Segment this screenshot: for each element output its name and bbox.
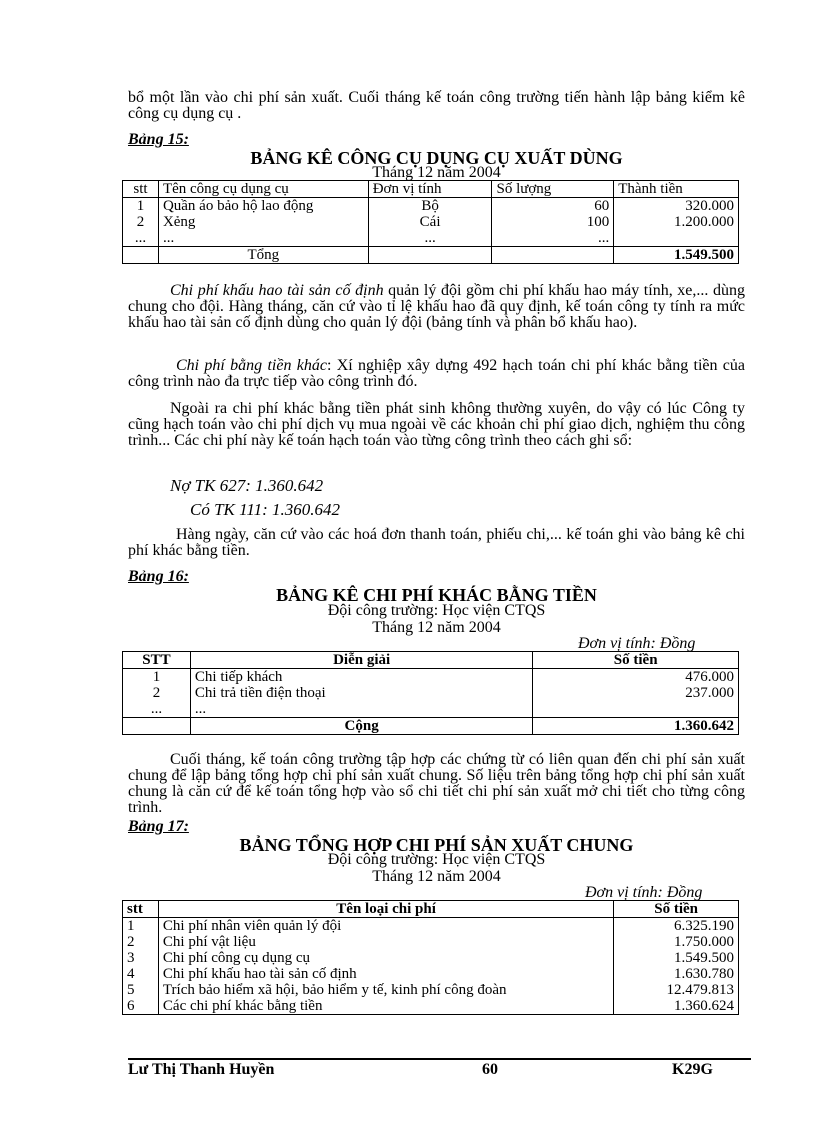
table16-header: Diễn giải bbox=[190, 652, 532, 669]
table16-header: Số tiền bbox=[533, 652, 739, 669]
table-cell: 1.200.000 bbox=[614, 214, 739, 230]
table15-total-row bbox=[123, 247, 739, 264]
table-cell: Chi phí vật liệu bbox=[158, 934, 613, 950]
footer-author: Lư Thị Thanh Huyền bbox=[128, 1061, 275, 1078]
table-cell: Trích bảo hiểm xã hội, bảo hiểm y tế, kinh phí công đoàn bbox=[158, 982, 613, 998]
table-cell: Chi phí công cụ dụng cụ bbox=[158, 950, 613, 966]
table-row bbox=[123, 198, 739, 215]
table-cell: Xẻng bbox=[158, 214, 368, 230]
table-row bbox=[123, 230, 739, 247]
table15-header: stt bbox=[123, 181, 159, 198]
table-row bbox=[123, 918, 739, 935]
table15-total-label: Tổng bbox=[158, 247, 368, 264]
table-cell: Chi trả tiền điện thoại bbox=[190, 685, 532, 701]
table17 bbox=[122, 900, 739, 1015]
table15 bbox=[122, 180, 739, 264]
table-cell: 1.549.500 bbox=[614, 950, 739, 966]
table-cell: Cái bbox=[368, 214, 492, 230]
paragraph-text: quản lý đội gồm chi phí khấu hao máy tính, xe,... dùng chung cho đội. Hàng tháng, căn cứ vào tỉ lệ khấu hao đã quy định, kế toán công ty tính ra mức khấu hao tài sản cố định dùng cho quản lý đội (bảng tính và phân bổ khấu hao). bbox=[128, 282, 746, 331]
table-cell: 1.630.780 bbox=[614, 966, 739, 982]
table15-header: Thành tiền bbox=[614, 181, 739, 198]
table-cell: ... bbox=[492, 230, 614, 247]
table-cell: 1 bbox=[123, 669, 191, 686]
footer-rule bbox=[128, 1058, 751, 1060]
table17-header: stt bbox=[123, 901, 159, 918]
table-cell: 60 bbox=[492, 198, 614, 215]
table-row bbox=[123, 685, 739, 701]
table-cell: ... bbox=[123, 701, 191, 718]
table15-header: Đơn vị tính bbox=[368, 181, 492, 198]
table-row bbox=[123, 934, 739, 950]
paragraph-other-costs bbox=[128, 358, 745, 390]
table-cell: ... bbox=[123, 230, 159, 247]
table-cell: Chi phí khấu hao tài sản cố định bbox=[158, 966, 613, 982]
table-cell: 100 bbox=[492, 214, 614, 230]
table-cell: 1 bbox=[123, 198, 159, 215]
footer-page-number: 60 bbox=[482, 1061, 498, 1078]
table16-unit: Đơn vị tính: Đồng bbox=[578, 635, 696, 652]
table16-total-row bbox=[123, 718, 739, 735]
table15-header-row bbox=[123, 181, 739, 198]
table-row bbox=[123, 998, 739, 1015]
table16-title: BẢNG KÊ CHI PHÍ KHÁC BẰNG TIỀN bbox=[276, 585, 597, 605]
table16-label: Bảng 16: bbox=[128, 568, 189, 585]
intro-paragraph: bổ một lần vào chi phí sản xuất. Cuối tháng kế toán công trường tiến hành lập bảng kiểm kê công cụ dụng cụ . bbox=[128, 89, 745, 122]
table15-total-value: 1.549.500 bbox=[614, 247, 739, 264]
table15-label: Bảng 15: bbox=[128, 131, 189, 148]
paragraph-text: : Xí nghiệp xây dựng 492 hạch toán chi phí khác bằng tiền của công trình nào đa trực tiếp vào công trình đó. bbox=[128, 357, 745, 390]
table17-unit: Đơn vị tính: Đồng bbox=[585, 884, 703, 901]
table15-subtitle: Tháng 12 năm 2004 bbox=[372, 164, 501, 181]
italic-term: Chi phí bằng tiền khác bbox=[176, 357, 327, 374]
table-cell: 6.325.190 bbox=[614, 918, 739, 935]
paragraph-month-end: Cuối tháng, kế toán công trường tập hợp các chứng từ có liên quan đến chi phí sản xuất chung để lập bảng tổng hợp chi phí sản xuất chung. Số liệu trên bảng tổng hợp chi phí sản xuất chung là căn cứ để kế toán tổng hợp vào sổ chi tiết chi phí sản xuất mở chi tiết cho từng công trình. bbox=[128, 751, 745, 816]
table-cell: 2 bbox=[123, 934, 159, 950]
table17-header-row bbox=[123, 901, 739, 918]
table-cell: ... bbox=[368, 230, 492, 247]
paragraph-daily: Hàng ngày, căn cứ vào các hoá đơn thanh toán, phiếu chi,... kế toán ghi vào bảng kê chi phí khác bằng tiền. bbox=[128, 526, 745, 559]
table17-header: Tên loại chi phí bbox=[158, 901, 613, 918]
table-cell: 476.000 bbox=[533, 669, 739, 686]
table16-subtitle: Tháng 12 năm 2004 bbox=[372, 619, 501, 636]
table17-label: Bảng 17: bbox=[128, 818, 189, 835]
table-row bbox=[123, 966, 739, 982]
table-cell: 12.479.813 bbox=[614, 982, 739, 998]
table-cell: Quần áo bảo hộ lao động bbox=[158, 198, 368, 215]
table-cell: 5 bbox=[123, 982, 159, 998]
table-row bbox=[123, 214, 739, 230]
table-cell: 1.750.000 bbox=[614, 934, 739, 950]
table-row bbox=[123, 669, 739, 686]
table-cell: ... bbox=[190, 701, 532, 718]
table-cell: ... bbox=[158, 230, 368, 247]
table-row bbox=[123, 982, 739, 998]
table-cell: Các chi phí khác bằng tiền bbox=[158, 998, 613, 1015]
table-cell: 2 bbox=[123, 685, 191, 701]
entry-credit: Có TK 111: 1.360.642 bbox=[190, 500, 341, 519]
table-cell: 320.000 bbox=[614, 198, 739, 215]
table16-header: STT bbox=[123, 652, 191, 669]
paragraph-services: Ngoài ra chi phí khác bằng tiền phát sinh không thường xuyên, do vậy có lúc Công ty cũng hạch toán vào chi phí dịch vụ mua ngoài về các khoản chi phí giao dịch, nghiệm thu công trình... Các chi phí này kế toán hạch toán vào từng công trình theo cách ghi sổ: bbox=[128, 400, 745, 449]
table17-header: Số tiền bbox=[614, 901, 739, 918]
table-cell: 1 bbox=[123, 918, 159, 935]
table-cell bbox=[614, 230, 739, 247]
entry-debit: Nợ TK 627: 1.360.642 bbox=[170, 476, 324, 495]
paragraph-depreciation bbox=[128, 283, 745, 331]
table15-header: Số lượng bbox=[492, 181, 614, 198]
italic-term: Chi phí khấu hao tài sản cố định bbox=[170, 282, 384, 299]
table-cell: Chi phí nhân viên quản lý đội bbox=[158, 918, 613, 935]
table-row bbox=[123, 950, 739, 966]
table15-title: BẢNG KÊ CÔNG CỤ DỤNG CỤ XUẤT DÙNG bbox=[250, 148, 623, 168]
table-cell: 3 bbox=[123, 950, 159, 966]
table-row bbox=[123, 701, 739, 718]
table-cell: 6 bbox=[123, 998, 159, 1015]
table-cell: 2 bbox=[123, 214, 159, 230]
table-cell: Bộ bbox=[368, 198, 492, 215]
table-cell bbox=[533, 701, 739, 718]
table-cell: 237.000 bbox=[533, 685, 739, 701]
table16 bbox=[122, 651, 739, 735]
table16-total-label: Cộng bbox=[190, 718, 532, 735]
table16-team: Đội công trường: Học viện CTQS bbox=[327, 602, 546, 619]
table-cell: 1.360.624 bbox=[614, 998, 739, 1015]
table-cell: 4 bbox=[123, 966, 159, 982]
table15-header: Tên công cụ dụng cụ bbox=[158, 181, 368, 198]
table16-total-value: 1.360.642 bbox=[533, 718, 739, 735]
table17-team: Đội công trường: Học viện CTQS bbox=[327, 851, 546, 868]
table17-subtitle: Tháng 12 năm 2004 bbox=[372, 868, 501, 885]
table17-title: BẢNG TỔNG HỢP CHI PHÍ SẢN XUẤT CHUNG bbox=[239, 835, 634, 855]
table16-header-row bbox=[123, 652, 739, 669]
table-cell: Chi tiếp khách bbox=[190, 669, 532, 686]
footer-class: K29G bbox=[672, 1061, 713, 1078]
